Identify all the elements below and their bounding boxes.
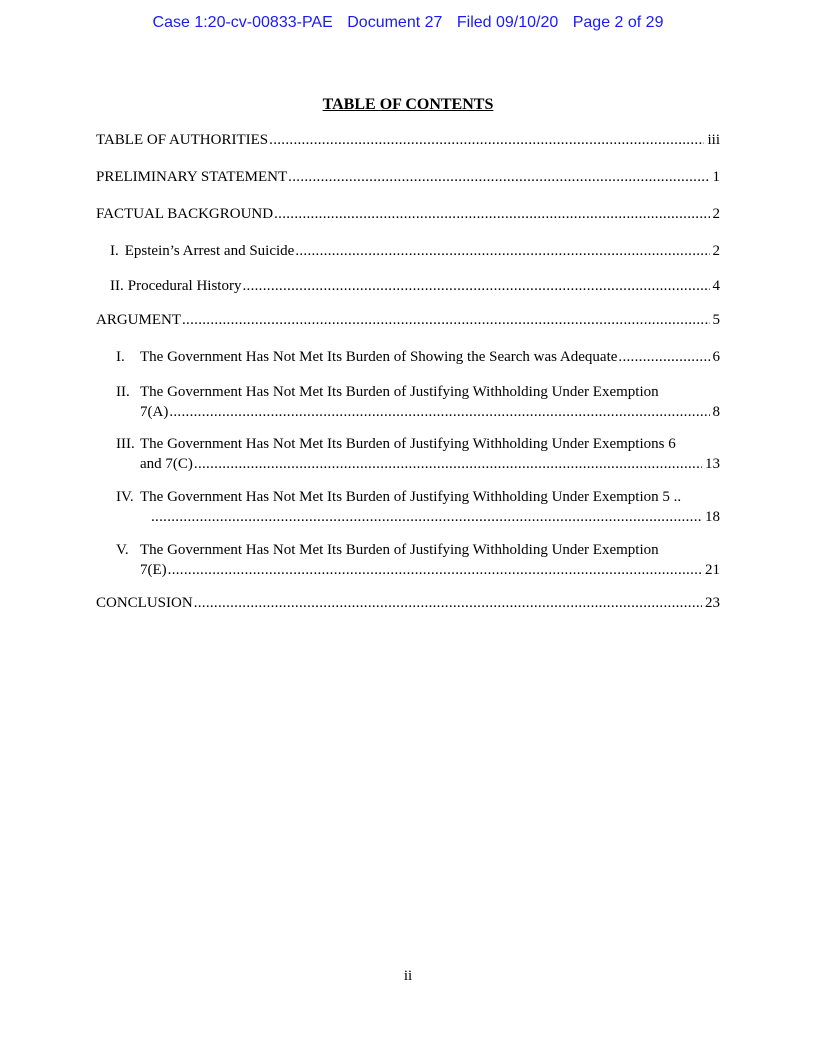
dot-leader bbox=[295, 241, 709, 261]
toc-number: II. bbox=[116, 384, 130, 400]
toc-page: 5 bbox=[712, 312, 720, 328]
toc-label: The Government Has Not Met Its Burden of Justifying Withholding Under Exemptions 6 bbox=[140, 436, 676, 452]
page-count: Page 2 of 29 bbox=[572, 14, 664, 31]
toc-page: 4 bbox=[712, 278, 720, 294]
dot-leader bbox=[242, 276, 709, 296]
toc-label: ARGUMENT bbox=[96, 312, 181, 328]
toc-page: 1 bbox=[712, 169, 720, 185]
toc-number: IV. bbox=[116, 489, 134, 505]
toc-label: FACTUAL BACKGROUND bbox=[96, 206, 274, 222]
dot-leader bbox=[269, 130, 704, 150]
toc-page: 2 bbox=[712, 243, 720, 259]
filed-date: Filed 09/10/20 bbox=[456, 14, 559, 31]
toc-number: I. bbox=[110, 243, 119, 259]
toc-number: V. bbox=[116, 542, 129, 558]
case-number: Case 1:20-cv-00833-PAE bbox=[152, 14, 333, 31]
toc-page: 13 bbox=[705, 456, 720, 472]
toc-label-continued: 7(A) bbox=[140, 404, 169, 420]
dot-leader bbox=[151, 507, 702, 527]
toc-entry-argument bbox=[96, 310, 720, 330]
document-number: Document 27 bbox=[347, 14, 443, 31]
page-title: TABLE OF CONTENTS bbox=[322, 96, 494, 113]
dot-leader bbox=[169, 402, 709, 422]
toc-page: 23 bbox=[705, 595, 720, 611]
toc-entry-conclusion bbox=[96, 593, 720, 613]
toc-page: 21 bbox=[705, 562, 720, 578]
toc-page: 8 bbox=[712, 404, 720, 420]
toc-number: I. bbox=[116, 349, 125, 365]
toc-label: The Government Has Not Met Its Burden of Justifying Withholding Under Exemption bbox=[140, 384, 659, 400]
dot-leader bbox=[168, 560, 702, 580]
toc-label-continued: and 7(C) bbox=[140, 456, 193, 472]
toc-entry-authorities bbox=[96, 130, 720, 150]
toc-page: 2 bbox=[712, 206, 720, 222]
dot-leader bbox=[182, 310, 710, 330]
toc-page: iii bbox=[707, 132, 720, 148]
toc-entry-argument-ii bbox=[96, 382, 720, 422]
dot-leader bbox=[288, 167, 709, 187]
toc-entry-argument-i bbox=[96, 347, 720, 367]
toc-entry-argument-iii bbox=[96, 434, 720, 474]
toc-page: 6 bbox=[712, 349, 720, 365]
toc-label: The Government Has Not Met Its Burden of Showing the Search was Adequate bbox=[140, 349, 618, 365]
toc-label-continued: 7(E) bbox=[140, 562, 167, 578]
toc-label: Procedural History bbox=[127, 278, 242, 294]
toc-label: PRELIMINARY STATEMENT bbox=[96, 169, 288, 185]
toc-entry-arrest-and-suicide bbox=[96, 241, 720, 261]
toc-entry-argument-iv bbox=[96, 487, 720, 527]
toc-entry-argument-v bbox=[96, 540, 720, 580]
toc-number: II. bbox=[110, 278, 124, 294]
page-number: ii bbox=[403, 968, 413, 984]
toc-label: Epstein’s Arrest and Suicide bbox=[124, 243, 295, 259]
toc-entry-procedural-history bbox=[96, 276, 720, 296]
dot-leader bbox=[194, 593, 702, 613]
dot-leader bbox=[274, 204, 709, 224]
dot-leader bbox=[618, 347, 709, 367]
toc-label: The Government Has Not Met Its Burden of Justifying Withholding Under Exemption 5 .. bbox=[140, 489, 682, 505]
toc-page: 18 bbox=[705, 509, 720, 525]
toc-entry-preliminary-statement bbox=[96, 167, 720, 187]
toc-entry-factual-background bbox=[96, 204, 720, 224]
toc-label: CONCLUSION bbox=[96, 595, 193, 611]
toc-label: The Government Has Not Met Its Burden of Justifying Withholding Under Exemption bbox=[140, 542, 659, 558]
toc-number: III. bbox=[116, 436, 135, 452]
case-header bbox=[0, 14, 816, 32]
dot-leader bbox=[194, 454, 702, 474]
toc-label: TABLE OF AUTHORITIES bbox=[96, 132, 269, 148]
